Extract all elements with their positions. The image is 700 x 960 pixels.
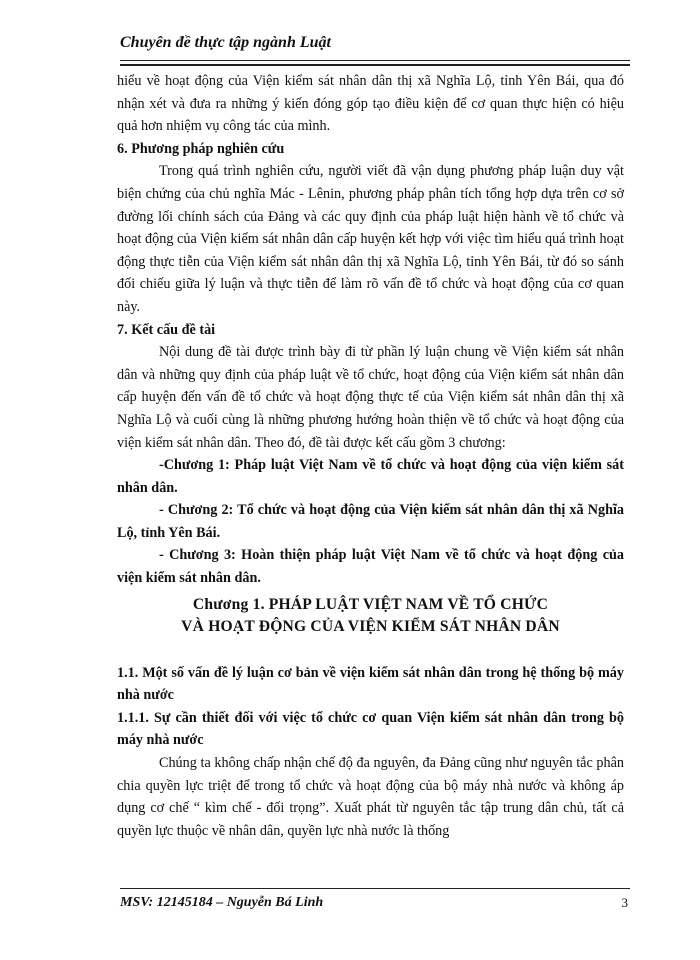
- section-7-heading: 7. Kết cấu đề tài: [117, 321, 216, 338]
- chapter-title-line-1: Chương 1. PHÁP LUẬT VIỆT NAM VỀ TỔ CHỨC: [192, 595, 549, 613]
- intro-paragraph: hiểu về hoạt động của Viện kiểm sát nhân dân thị xã Nghĩa Lộ, tỉnh Yên Bái, qua đó nhận xét và đưa ra những ý kiến đóng góp tạo điều kiện để cơ quan thực hiện có hiệu quả hơn nhiệm vụ công tác của mình.: [117, 73, 624, 135]
- section-6-heading: 6. Phương pháp nghiên cứu: [117, 140, 285, 157]
- chapter-item-2: - Chương 2: Tổ chức và hoạt động của Viện kiểm sát nhân dân thị xã Nghĩa Lộ, tỉnh Yên Bái.: [117, 502, 624, 541]
- heading-1-1-1: 1.1.1. Sự cần thiết đối với việc tổ chức cơ quan Viện kiểm sát nhân dân trong bộ máy nhà nước: [117, 709, 624, 749]
- spacer: [117, 638, 624, 662]
- section-6-paragraph: Trong quá trình nghiên cứu, người viết đã vận dụng phương pháp luận duy vật biện chứng của chủ nghĩa Mác - Lênin, phương pháp phân tích tổng hợp dựa trên cơ sở đường lối chính sách của Đảng và các quy định của pháp luật hiện hành về tổ chức và hoạt động của Viện kiểm sát nhân dân cấp huyện kết hợp với việc tìm hiểu quá trình hoạt động thực tiễn của Viện kiểm sát nhân dân thị xã Nghĩa Lộ, tỉnh Yên Bái, từ đó so sánh đối chiếu giữa lý luận và thực tiễn để làm rõ vấn đề tổ chức và hoạt động của cơ quan này.: [117, 163, 624, 315]
- page-footer: [120, 888, 630, 911]
- chapter-title-line-2: VÀ HOẠT ĐỘNG CỦA VIỆN KIỂM SÁT NHÂN DÂN: [181, 617, 560, 635]
- heading-1-1: 1.1. Một số vấn đề lý luận cơ bản về viện kiểm sát nhân dân trong hệ thống bộ máy nhà nước: [117, 664, 624, 704]
- header-title: Chuyên đề thực tập ngành Luật: [120, 34, 331, 51]
- chapter-list: [117, 454, 624, 590]
- section-7-paragraph: Nội dung đề tài được trình bày đi từ phần lý luận chung về Viện kiểm sát nhân dân và những quy định của pháp luật về tổ chức, hoạt động của Viện kiểm sát nhân dân cấp huyện đến vấn đề tổ chức và hoạt động thực tế của Viện kiểm sát nhân dân thị xã Nghĩa Lộ và cuối cùng là những phương hướng hoàn thiện về tổ chức và hoạt động của viện kiểm sát nhân dân. Theo đó, đề tài được kết cấu gồm 3 chương:: [117, 344, 624, 451]
- header-rule: [120, 60, 630, 66]
- footer-rule: [120, 888, 630, 889]
- page-number: 3: [621, 895, 628, 910]
- chapter-item-1: -Chương 1: Pháp luật Việt Nam về tổ chức và hoạt động của viện kiểm sát nhân dân.: [117, 457, 624, 496]
- page-content: [117, 70, 624, 842]
- page-header: [120, 34, 630, 52]
- paragraph-1-1-1: Chúng ta không chấp nhận chế độ đa nguyên, đa Đảng cũng như nguyên tắc phân chia quyền lực triệt để trong tổ chức và hoạt động của bộ máy nhà nước và không áp dụng cơ chế “ kìm chế - đối trọng”. Xuất phát từ nguyên tắc tập trung dân chủ, tất cả quyền lực thuộc về nhân dân, quyền lực nhà nước là thống: [117, 755, 624, 839]
- chapter-item-3: - Chương 3: Hoàn thiện pháp luật Việt Nam về tổ chức và hoạt động của viện kiểm sát nhân dân.: [117, 547, 624, 587]
- footer-author: MSV: 12145184 – Nguyễn Bá Linh: [120, 895, 324, 910]
